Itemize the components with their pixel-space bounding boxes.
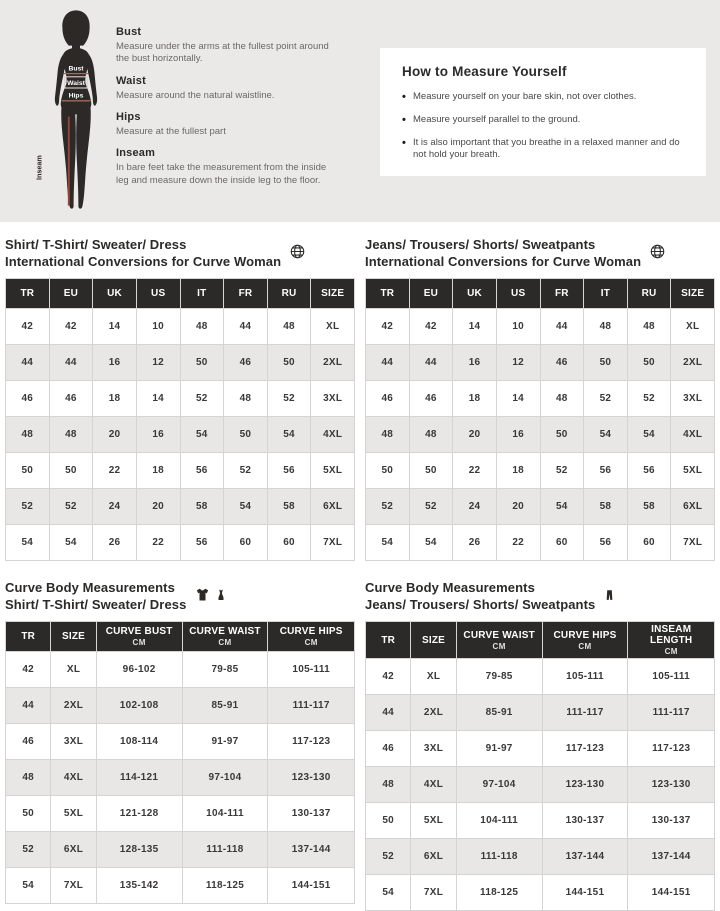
table-cell: 105-111 <box>542 659 628 695</box>
table-cell: 4XL <box>311 417 355 453</box>
globe-icon <box>650 244 665 259</box>
column-unit: CM <box>664 647 678 656</box>
table-cell: 3XL <box>51 724 96 760</box>
size-tables-section <box>0 222 720 911</box>
table-title <box>365 237 715 270</box>
table-cell: 20 <box>136 489 180 525</box>
table-cell: 105-111 <box>628 659 715 695</box>
table-cell: 111-118 <box>456 839 542 875</box>
table-cell: 20 <box>93 417 137 453</box>
table-row <box>366 803 715 839</box>
table-cell: 79-85 <box>182 652 268 688</box>
how-to-measure-list <box>402 91 684 162</box>
table-title-line2: International Conversions for Curve Woman <box>365 253 642 269</box>
table-cell: 2XL <box>311 345 355 381</box>
table-cell: 2XL <box>51 688 96 724</box>
table-cell: 52 <box>180 381 224 417</box>
table-row <box>366 345 715 381</box>
table-cell: 54 <box>49 525 93 561</box>
column-header: TR <box>366 279 410 309</box>
table-row <box>366 489 715 525</box>
table-cell: 6XL <box>411 839 456 875</box>
table-cell: 7XL <box>671 525 715 561</box>
table-cell: 123-130 <box>628 767 715 803</box>
table-cell: 16 <box>496 417 540 453</box>
shirt-conversion-table <box>5 278 355 561</box>
table-row <box>6 832 355 868</box>
table-title-line2: Shirt/ T-Shirt/ Sweater/ Dress <box>5 596 187 612</box>
column-header: FR <box>540 279 584 309</box>
table-cell: 14 <box>496 381 540 417</box>
table-row <box>6 453 355 489</box>
figure-waist-label: Waist <box>67 80 85 88</box>
table-cell: 52 <box>409 489 453 525</box>
table-cell: 24 <box>93 489 137 525</box>
body-measurements-bottoms-block <box>365 580 715 911</box>
column-header: TR <box>366 622 411 659</box>
table-cell: 52 <box>366 839 411 875</box>
hips-definition <box>116 111 334 138</box>
table-cell: 50 <box>180 345 224 381</box>
column-unit: CM <box>492 641 506 651</box>
table-row <box>366 659 715 695</box>
table-row <box>6 525 355 561</box>
column-header: CURVE HIPS CM <box>542 622 628 659</box>
table-cell: 42 <box>366 309 410 345</box>
table-cell: 46 <box>366 731 411 767</box>
column-header: RU <box>627 279 671 309</box>
table-cell: 56 <box>180 453 224 489</box>
column-header: IT <box>180 279 224 309</box>
column-header: IT <box>584 279 628 309</box>
table-cell: 50 <box>6 453 50 489</box>
column-header: EU <box>409 279 453 309</box>
table-cell: 16 <box>136 417 180 453</box>
table-cell: 104-111 <box>182 796 268 832</box>
column-header: CURVE WAIST CM <box>182 622 268 652</box>
table-cell: 60 <box>224 525 268 561</box>
table-title <box>365 580 715 613</box>
table-row <box>6 724 355 760</box>
table-cell: 44 <box>366 695 411 731</box>
table-cell: 52 <box>627 381 671 417</box>
table-cell: 48 <box>6 417 50 453</box>
bust-heading: Bust <box>116 26 142 38</box>
table-row <box>366 453 715 489</box>
table-row <box>366 875 715 911</box>
how-to-measure-box <box>380 48 706 176</box>
table-cell: 50 <box>540 417 584 453</box>
table-row <box>366 525 715 561</box>
table-cell: 46 <box>6 724 51 760</box>
table-cell: 102-108 <box>96 688 182 724</box>
figure-hips-label: Hips <box>68 92 84 100</box>
body-measurements-bottoms-table <box>365 621 715 911</box>
table-row <box>6 796 355 832</box>
table-cell: 130-137 <box>628 803 715 839</box>
table-cell: 20 <box>496 489 540 525</box>
table-cell: XL <box>671 309 715 345</box>
table-cell: 128-135 <box>96 832 182 868</box>
table-cell: 3XL <box>311 381 355 417</box>
table-cell: 2XL <box>671 345 715 381</box>
column-header: INSEAM LENGTH CM <box>628 622 715 659</box>
table-cell: 3XL <box>411 731 456 767</box>
table-cell: 52 <box>6 489 50 525</box>
table-cell: 42 <box>409 309 453 345</box>
table-row <box>366 695 715 731</box>
table-cell: 130-137 <box>268 796 355 832</box>
table-cell: 46 <box>49 381 93 417</box>
table-cell: 54 <box>6 525 50 561</box>
table-cell: 22 <box>93 453 137 489</box>
column-header: SIZE <box>671 279 715 309</box>
table-cell: 54 <box>224 489 268 525</box>
pants-icon <box>604 588 615 602</box>
table-cell: 48 <box>180 309 224 345</box>
table-cell: 60 <box>267 525 311 561</box>
hips-heading: Hips <box>116 111 141 124</box>
table-cell: 58 <box>267 489 311 525</box>
table-cell: 114-121 <box>96 760 182 796</box>
table-row <box>6 417 355 453</box>
tshirt-icon <box>195 587 210 602</box>
table-cell: 108-114 <box>96 724 182 760</box>
table-cell: 42 <box>49 309 93 345</box>
table-cell: 50 <box>366 803 411 839</box>
table-cell: 91-97 <box>182 724 268 760</box>
table-title-line1: Shirt/ T-Shirt/ Sweater/ Dress <box>5 237 187 253</box>
table-cell: 118-125 <box>456 875 542 911</box>
table-cell: 16 <box>453 345 497 381</box>
waist-heading: Waist <box>116 74 146 87</box>
table-cell: 54 <box>180 417 224 453</box>
table-cell: 85-91 <box>456 695 542 731</box>
column-header: US <box>496 279 540 309</box>
column-header: SIZE <box>51 622 96 652</box>
table-cell: 7XL <box>311 525 355 561</box>
table-cell: 52 <box>366 489 410 525</box>
table-cell: 14 <box>93 309 137 345</box>
table-cell: 26 <box>453 525 497 561</box>
table-cell: 79-85 <box>456 659 542 695</box>
table-cell: 54 <box>6 868 51 904</box>
table-cell: 14 <box>136 381 180 417</box>
table-row <box>366 731 715 767</box>
table-cell: 18 <box>136 453 180 489</box>
table-cell: 7XL <box>411 875 456 911</box>
table-cell: 50 <box>267 345 311 381</box>
table-title-line1: Curve Body Measurements <box>365 580 535 596</box>
table-cell: 14 <box>453 309 497 345</box>
table-cell: 117-123 <box>542 731 628 767</box>
table-cell: 58 <box>180 489 224 525</box>
table-cell: 105-111 <box>268 652 355 688</box>
table-cell: 48 <box>267 309 311 345</box>
column-header: FR <box>224 279 268 309</box>
table-cell: 26 <box>93 525 137 561</box>
table-row <box>366 839 715 875</box>
table-cell: 20 <box>453 417 497 453</box>
table-cell: 18 <box>496 453 540 489</box>
table-cell: 3XL <box>671 381 715 417</box>
how-to-tip: • Measure yourself on your bare skin, not over clothes. <box>402 91 684 104</box>
table-row <box>6 489 355 525</box>
column-header: TR <box>6 279 50 309</box>
table-cell: 44 <box>49 345 93 381</box>
body-silhouette-figure <box>32 8 120 216</box>
table-cell: 10 <box>136 309 180 345</box>
column-header: CURVE HIPS CM <box>268 622 355 652</box>
table-row <box>366 417 715 453</box>
table-cell: 52 <box>584 381 628 417</box>
table-cell: 144-151 <box>268 868 355 904</box>
dress-icon <box>215 588 227 602</box>
table-cell: 60 <box>627 525 671 561</box>
table-cell: 52 <box>6 832 51 868</box>
table-cell: 50 <box>584 345 628 381</box>
column-header: CURVE WAIST CM <box>456 622 542 659</box>
table-cell: 123-130 <box>268 760 355 796</box>
how-to-tip: • It is also important that you breathe in a relaxed manner and do not hold your breath. <box>402 137 684 163</box>
table-cell: 56 <box>584 525 628 561</box>
table-cell: 54 <box>540 489 584 525</box>
table-cell: 48 <box>627 309 671 345</box>
table-row <box>6 688 355 724</box>
table-title-line2: International Conversions for Curve Woman <box>5 253 282 269</box>
table-cell: 44 <box>366 345 410 381</box>
table-cell: 44 <box>409 345 453 381</box>
table-cell: 137-144 <box>628 839 715 875</box>
table-cell: 5XL <box>671 453 715 489</box>
table-cell: 4XL <box>411 767 456 803</box>
inseam-heading: Inseam <box>116 147 156 160</box>
table-cell: 42 <box>366 659 411 695</box>
table-cell: 130-137 <box>542 803 628 839</box>
table-cell: 6XL <box>671 489 715 525</box>
column-header: RU <box>267 279 311 309</box>
table-cell: 22 <box>496 525 540 561</box>
table-cell: 52 <box>224 453 268 489</box>
table-cell: 111-117 <box>628 695 715 731</box>
body-measurements-tops-table <box>5 621 355 904</box>
table-cell: 5XL <box>411 803 456 839</box>
table-cell: 46 <box>409 381 453 417</box>
column-header: TR <box>6 622 51 652</box>
figure-bust-label: Bust <box>68 65 84 73</box>
body-measurements-tops-block <box>5 580 355 911</box>
table-cell: 12 <box>496 345 540 381</box>
column-header: CURVE BUST CM <box>96 622 182 652</box>
table-cell: 46 <box>6 381 50 417</box>
measurement-guide-section <box>0 0 720 222</box>
table-row <box>366 767 715 803</box>
table-cell: 144-151 <box>628 875 715 911</box>
woman-silhouette <box>55 10 97 208</box>
table-cell: 16 <box>93 345 137 381</box>
column-unit: CM <box>218 638 232 647</box>
table-cell: 135-142 <box>96 868 182 904</box>
table-cell: 48 <box>409 417 453 453</box>
table-cell: 50 <box>627 345 671 381</box>
table-cell: 18 <box>453 381 497 417</box>
table-row <box>6 381 355 417</box>
table-cell: 111-117 <box>542 695 628 731</box>
bust-description: Measure under the arms at the fullest point around the bust horizontally. <box>116 41 329 65</box>
table-cell: 44 <box>224 309 268 345</box>
table-cell: 50 <box>224 417 268 453</box>
hips-description: Measure at the fullest part <box>116 126 226 138</box>
column-header: US <box>136 279 180 309</box>
measurement-definitions <box>116 26 334 196</box>
inseam-description: In bare feet take the measurement from the inside leg and measure down the inside leg to the floor. <box>116 162 327 186</box>
column-header: SIZE <box>411 622 456 659</box>
globe-icon <box>290 244 305 259</box>
table-cell: 123-130 <box>542 767 628 803</box>
table-cell: 5XL <box>51 796 96 832</box>
table-cell: 117-123 <box>628 731 715 767</box>
table-cell: 121-128 <box>96 796 182 832</box>
table-cell: 85-91 <box>182 688 268 724</box>
table-cell: 6XL <box>51 832 96 868</box>
table-title <box>5 237 355 270</box>
table-cell: 117-123 <box>268 724 355 760</box>
table-cell: 50 <box>409 453 453 489</box>
table-cell: 54 <box>366 525 410 561</box>
table-cell: 111-117 <box>268 688 355 724</box>
table-cell: 56 <box>584 453 628 489</box>
table-cell: 52 <box>49 489 93 525</box>
how-to-tip: • Measure yourself parallel to the ground. <box>402 114 684 127</box>
table-cell: 46 <box>366 381 410 417</box>
table-cell: 137-144 <box>268 832 355 868</box>
table-cell: 12 <box>136 345 180 381</box>
table-cell: 54 <box>627 417 671 453</box>
table-cell: 56 <box>627 453 671 489</box>
table-cell: 5XL <box>311 453 355 489</box>
table-cell: 42 <box>6 309 50 345</box>
bust-definition <box>116 26 334 66</box>
table-cell: 48 <box>6 760 51 796</box>
table-cell: 48 <box>584 309 628 345</box>
table-cell: 54 <box>409 525 453 561</box>
column-unit: CM <box>304 638 318 647</box>
table-cell: 6XL <box>311 489 355 525</box>
table-cell: 22 <box>136 525 180 561</box>
jeans-conversion-block <box>365 237 715 561</box>
table-cell: 56 <box>180 525 224 561</box>
table-cell: 97-104 <box>182 760 268 796</box>
table-cell: 50 <box>366 453 410 489</box>
figure-inseam-label: Inseam <box>34 155 44 180</box>
table-row <box>6 652 355 688</box>
column-unit: CM <box>578 641 592 651</box>
table-row <box>366 381 715 417</box>
table-cell: 44 <box>6 345 50 381</box>
waist-description: Measure around the natural waistline. <box>116 89 275 101</box>
table-cell: 4XL <box>671 417 715 453</box>
column-header: SIZE <box>311 279 355 309</box>
table-cell: 10 <box>496 309 540 345</box>
table-cell: 58 <box>627 489 671 525</box>
table-cell: 58 <box>584 489 628 525</box>
table-cell: 7XL <box>51 868 96 904</box>
table-cell: 60 <box>540 525 584 561</box>
table-row <box>6 345 355 381</box>
table-cell: 48 <box>540 381 584 417</box>
column-header: UK <box>453 279 497 309</box>
table-row <box>6 868 355 904</box>
how-to-measure-title: How to Measure Yourself <box>402 64 567 79</box>
table-cell: 56 <box>267 453 311 489</box>
table-cell: 44 <box>6 688 51 724</box>
column-unit: CM <box>132 638 146 647</box>
table-cell: 137-144 <box>542 839 628 875</box>
table-title-line2: Jeans/ Trousers/ Shorts/ Sweatpants <box>365 596 596 612</box>
waist-definition <box>116 75 334 102</box>
table-cell: 52 <box>267 381 311 417</box>
table-row <box>366 309 715 345</box>
table-cell: 46 <box>540 345 584 381</box>
table-row <box>6 309 355 345</box>
table-cell: 111-118 <box>182 832 268 868</box>
table-cell: 104-111 <box>456 803 542 839</box>
table-cell: 50 <box>49 453 93 489</box>
table-row <box>6 760 355 796</box>
table-cell: XL <box>51 652 96 688</box>
table-cell: 91-97 <box>456 731 542 767</box>
table-cell: 48 <box>224 381 268 417</box>
table-title-line1: Curve Body Measurements <box>5 580 175 596</box>
table-cell: 54 <box>584 417 628 453</box>
table-title <box>5 580 355 613</box>
table-cell: 22 <box>453 453 497 489</box>
table-cell: 97-104 <box>456 767 542 803</box>
table-cell: 48 <box>366 767 411 803</box>
column-header: EU <box>49 279 93 309</box>
table-cell: XL <box>311 309 355 345</box>
table-cell: 48 <box>366 417 410 453</box>
table-cell: XL <box>411 659 456 695</box>
table-cell: 118-125 <box>182 868 268 904</box>
table-cell: 54 <box>267 417 311 453</box>
table-cell: 24 <box>453 489 497 525</box>
table-cell: 48 <box>49 417 93 453</box>
shirt-conversion-block <box>5 237 355 561</box>
table-cell: 46 <box>224 345 268 381</box>
table-cell: 18 <box>93 381 137 417</box>
table-cell: 2XL <box>411 695 456 731</box>
table-cell: 54 <box>366 875 411 911</box>
table-cell: 42 <box>6 652 51 688</box>
table-cell: 144-151 <box>542 875 628 911</box>
column-header: UK <box>93 279 137 309</box>
table-cell: 4XL <box>51 760 96 796</box>
table-title-line1: Jeans/ Trousers/ Shorts/ Sweatpants <box>365 237 596 253</box>
inseam-definition <box>116 147 334 187</box>
table-cell: 96-102 <box>96 652 182 688</box>
table-cell: 50 <box>6 796 51 832</box>
jeans-conversion-table <box>365 278 715 561</box>
table-cell: 44 <box>540 309 584 345</box>
table-cell: 52 <box>540 453 584 489</box>
